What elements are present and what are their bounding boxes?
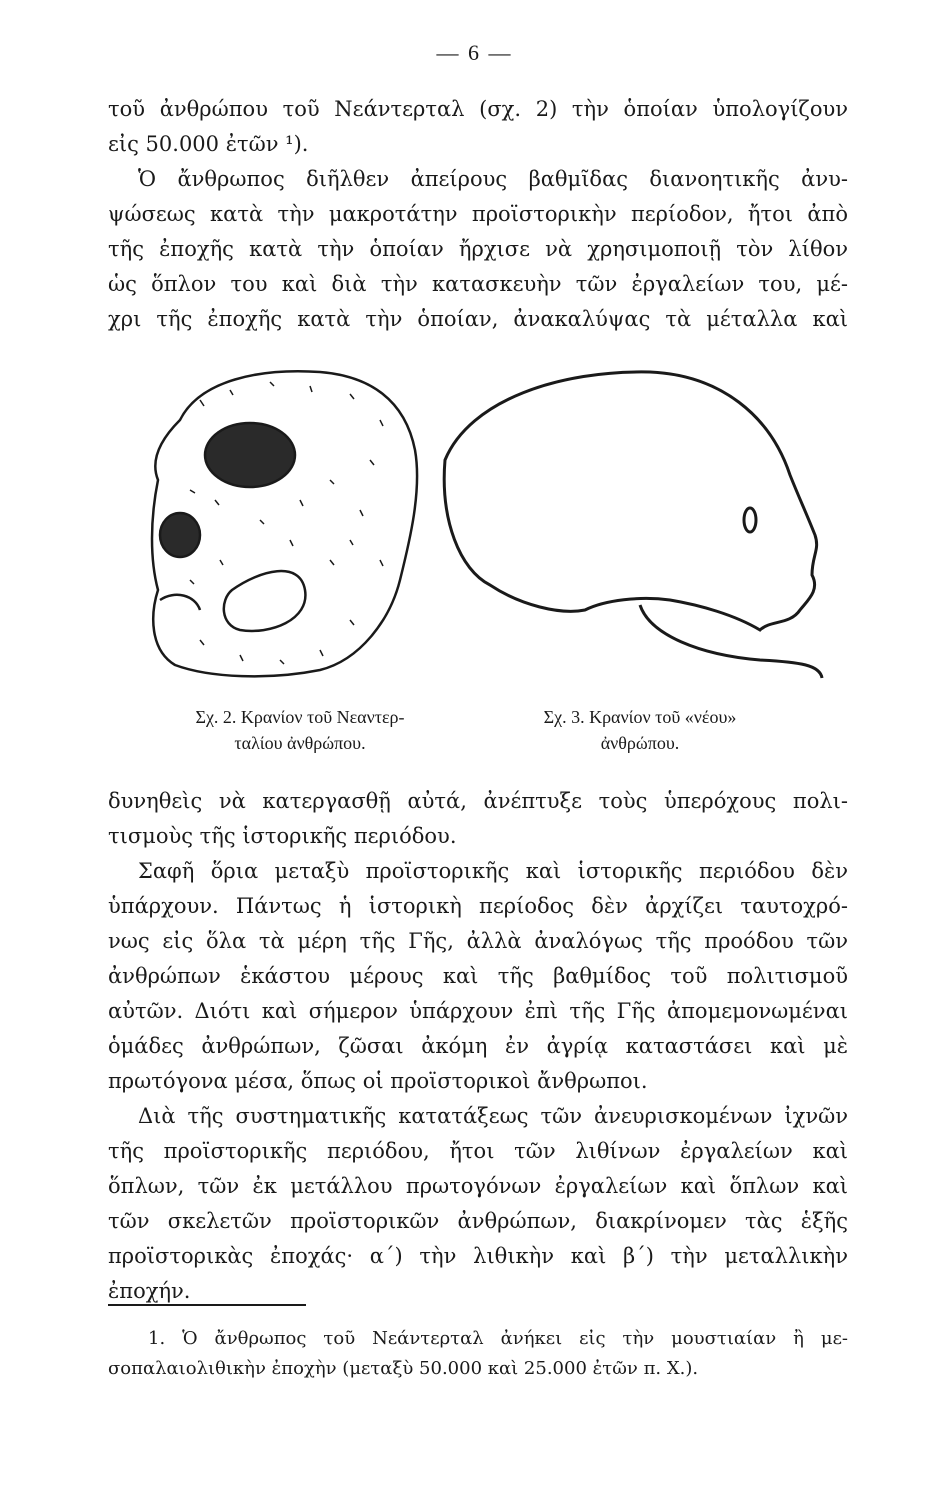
caption-line: ταλίου ἀνθρώπου. bbox=[234, 733, 366, 753]
footnote-divider bbox=[108, 1304, 306, 1306]
text-line: αὐτῶν. Διότι καὶ σήμερον ὑπάρχουν ἐπὶ τῆς Γῆς ἀπομεμονωμέναι bbox=[108, 999, 848, 1023]
text-line: τισμοὺς τῆς ἱστορικῆς περιόδου. bbox=[108, 824, 457, 848]
text-line: Διὰ τῆς συστηματικῆς κατατάξεως τῶν ἀνευρισκομένων ἰχνῶν bbox=[138, 1104, 848, 1128]
text-line: ἐποχήν. bbox=[108, 1279, 191, 1303]
page-number: — 6 — bbox=[436, 40, 513, 65]
text-line: εἰς 50.000 ἐτῶν ¹). bbox=[108, 132, 309, 156]
neanderthal-skull-drawing bbox=[152, 371, 417, 676]
caption-line: Σχ. 2. Κρανίον τοῦ Νεαντερ- bbox=[195, 707, 405, 727]
text-line: ὅπλων, τῶν ἐκ μετάλλου πρωτογόνων ἐργαλείων καὶ ὅπλων καὶ bbox=[108, 1174, 848, 1198]
text-line: χρι τῆς ἐποχῆς κατὰ τὴν ὁποίαν, ἀνακαλύψας τὰ μέταλλα καὶ bbox=[108, 307, 848, 331]
text-line: τῆς προϊστορικῆς περιόδου, ἤτοι τῶν λιθίνων ἐργαλείων καὶ bbox=[108, 1139, 848, 1163]
footnote-line: 1. Ὁ ἄνθρωπος τοῦ Νεάντερταλ ἀνήκει εἰς τὴν μουστιαίαν ἢ με- bbox=[148, 1328, 848, 1349]
skull-illustrations bbox=[0, 360, 949, 690]
text-line: προϊστορικὰς ἐποχάς· α΄) τὴν λιθικὴν καὶ β΄) τὴν μεταλλικὴν bbox=[108, 1244, 848, 1268]
text-line: Ὁ ἄνθρωπος διῆλθεν ἀπείρους βαθμῖδας διανοητικῆς ἀνυ- bbox=[138, 167, 848, 191]
text-line: τοῦ ἀνθρώπου τοῦ Νεάντερταλ (σχ. 2) τὴν ὁποίαν ὑπολογίζουν bbox=[108, 97, 848, 121]
caption-line: ἀνθρώπου. bbox=[600, 733, 680, 753]
text-line: ὑπάρχουν. Πάντως ἡ ἱστορικὴ περίοδος δὲν ἀρχίζει ταυτοχρό- bbox=[108, 894, 848, 918]
caption-line: Σχ. 3. Κρανίον τοῦ «νέου» bbox=[543, 707, 737, 727]
text-line: Σαφῆ ὅρια μεταξὺ προϊστορικῆς καὶ ἱστορικῆς περιόδου δὲν bbox=[138, 859, 848, 883]
figure-2-caption bbox=[130, 704, 470, 756]
figure-3-caption bbox=[470, 704, 810, 756]
text-line: τῶν σκελετῶν προϊστορικῶν ἀνθρώπων, διακρίνομεν τὰς ἑξῆς bbox=[108, 1209, 848, 1233]
text-line: ὡς ὅπλον του καὶ διὰ τὴν κατασκευὴν τῶν ἐργαλείων του, μέ- bbox=[108, 272, 848, 296]
text-line: ἀνθρώπων ἑκάστου μέρους καὶ τῆς βαθμίδος τοῦ πολιτισμοῦ bbox=[108, 964, 848, 988]
footnote bbox=[108, 1324, 848, 1384]
text-line: νως εἰς ὅλα τὰ μέρη τῆς Γῆς, ἀλλὰ ἀναλόγως τῆς προόδου τῶν bbox=[108, 929, 848, 953]
bottom-paragraph bbox=[108, 784, 848, 1309]
text-line: τῆς ἐποχῆς κατὰ τὴν ὁποίαν ἤρχισε νὰ χρησιμοποιῇ τὸν λίθον bbox=[108, 237, 848, 261]
text-line: δυνηθεὶς νὰ κατεργασθῇ αὐτά, ἀνέπτυξε τοὺς ὑπερόχους πολι- bbox=[108, 789, 848, 813]
text-line: ὁμάδες ἀνθρώπων, ζῶσαι ἀκόμη ἐν ἀγρίᾳ καταστάσει καὶ μὲ bbox=[108, 1034, 848, 1058]
modern-skull-drawing bbox=[444, 372, 822, 678]
top-paragraph bbox=[108, 92, 848, 337]
figures-area bbox=[0, 360, 949, 690]
footnote-line: σοπαλαιολιθικὴν ἐποχὴν (μεταξὺ 50.000 καὶ 25.000 ἐτῶν π. Χ.). bbox=[108, 1358, 699, 1379]
text-line: ψώσεως κατὰ τὴν μακροτάτην προϊστορικὴν περίοδον, ἤτοι ἀπὸ bbox=[108, 202, 848, 226]
text-line: πρωτόγονα μέσα, ὅπως οἱ προϊστορικοὶ ἄνθρωποι. bbox=[108, 1069, 648, 1093]
